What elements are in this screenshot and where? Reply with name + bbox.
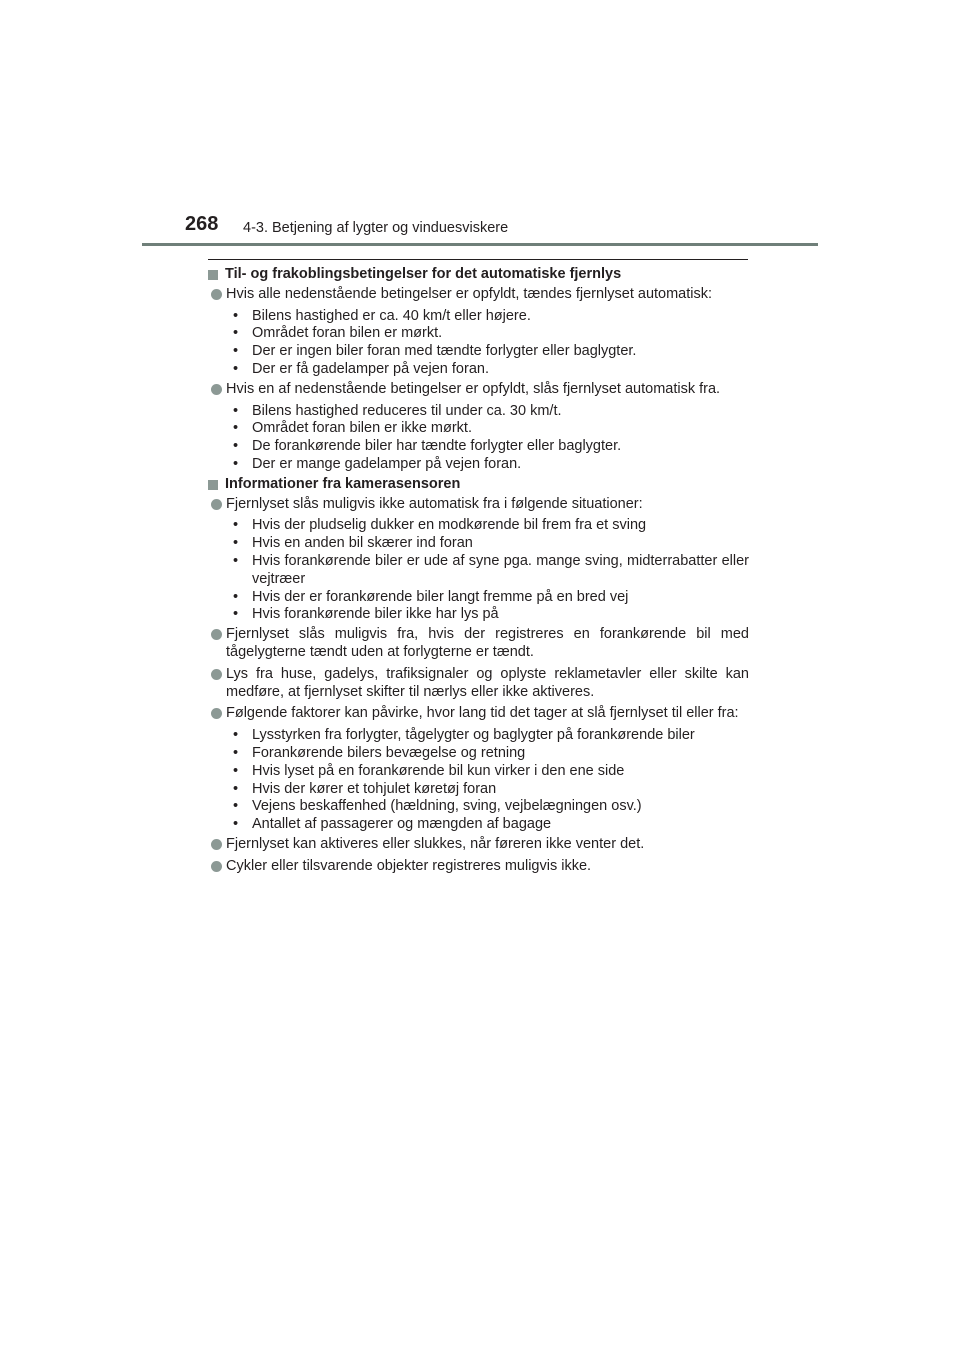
list-item-text: Lysstyrken fra forlygter, tågelygter og baglygter på forankørende biler xyxy=(252,727,695,744)
list-item xyxy=(208,798,749,816)
bullet-dot-icon: • xyxy=(233,307,239,324)
circle-bullet-icon xyxy=(211,384,222,395)
header-rule xyxy=(142,243,818,246)
list-item xyxy=(208,343,749,361)
list-item-text: Hvis der pludselig dukker en modkørende bil frem fra et sving xyxy=(252,517,647,534)
bullet-dot-icon: • xyxy=(233,325,239,342)
page-number: 268 xyxy=(185,213,219,235)
square-bullet-icon xyxy=(208,480,218,490)
circle-bullet-icon xyxy=(211,289,222,300)
bullet-dot-icon: • xyxy=(233,816,239,833)
list-item xyxy=(208,308,749,326)
list-item xyxy=(208,403,749,421)
paragraph xyxy=(208,381,749,399)
bullet-dot-icon: • xyxy=(233,343,239,360)
paragraph xyxy=(208,626,749,662)
section-heading-text: Informationer fra kamerasensoren xyxy=(225,475,461,492)
paragraph-text: Fjernlyset slås muligvis ikke automatisk fra i følgende situationer: xyxy=(226,495,643,512)
circle-bullet-icon xyxy=(211,499,222,510)
bullet-dot-icon: • xyxy=(233,798,239,815)
bullet-dot-icon: • xyxy=(233,588,239,605)
circle-bullet-icon xyxy=(211,669,222,680)
paragraph-text: Lys fra huse, gadelys, trafiksignaler og oplyste reklametavler eller skilte kan medføre, at fjernlyset skifter til nærlys eller ikke aktiveres. xyxy=(226,665,749,700)
list-item xyxy=(208,606,749,624)
content xyxy=(208,266,749,880)
bullet-dot-icon: • xyxy=(233,517,239,534)
section-heading xyxy=(208,266,749,284)
circle-bullet-icon xyxy=(211,839,222,850)
bullet-list xyxy=(208,403,749,474)
list-item-text: Området foran bilen er mørkt. xyxy=(252,325,443,342)
list-item-text: Vejens beskaffenhed (hældning, sving, vejbelægningen osv.) xyxy=(252,798,642,815)
list-item xyxy=(208,745,749,763)
paragraph-text: Fjernlyset kan aktiveres eller slukkes, når føreren ikke venter det. xyxy=(226,835,645,852)
paragraph-text: Følgende faktorer kan påvirke, hvor lang tid det tager at slå fjernlyset til eller fra: xyxy=(226,705,739,722)
bullet-dot-icon: • xyxy=(233,744,239,761)
bullet-dot-icon: • xyxy=(233,780,239,797)
list-item-text: Hvis forankørende biler er ude af syne pga. mange sving, midterrabatter eller vejtræer xyxy=(252,552,749,587)
bullet-list xyxy=(208,517,749,624)
square-bullet-icon xyxy=(208,270,218,280)
list-item xyxy=(208,553,749,589)
paragraph xyxy=(208,836,749,854)
list-item xyxy=(208,535,749,553)
paragraph xyxy=(208,858,749,876)
paragraph xyxy=(208,496,749,514)
list-item-text: Hvis forankørende biler ikke har lys på xyxy=(252,606,499,623)
bullet-dot-icon: • xyxy=(233,552,239,569)
list-item-text: Hvis der kører et tohjulet køretøj foran xyxy=(252,780,497,797)
list-item-text: Hvis der er forankørende biler langt fremme på en bred vej xyxy=(252,588,629,605)
list-item xyxy=(208,456,749,474)
list-item-text: Der er få gadelamper på vejen foran. xyxy=(252,360,489,377)
bullet-dot-icon: • xyxy=(233,762,239,779)
bullet-dot-icon: • xyxy=(233,727,239,744)
list-item xyxy=(208,816,749,834)
list-item xyxy=(208,727,749,745)
bullet-dot-icon: • xyxy=(233,535,239,552)
bullet-list xyxy=(208,727,749,834)
list-item-text: Bilens hastighed er ca. 40 km/t eller højere. xyxy=(252,307,531,324)
list-item-text: De forankørende biler har tændte forlygter eller baglygter. xyxy=(252,438,622,455)
bullet-list xyxy=(208,308,749,379)
paragraph xyxy=(208,666,749,702)
list-item-text: Området foran bilen er ikke mørkt. xyxy=(252,420,472,437)
bullet-dot-icon: • xyxy=(233,360,239,377)
bullet-dot-icon: • xyxy=(233,420,239,437)
list-item-text: Hvis lyset på en forankørende bil kun virker i den ene side xyxy=(252,762,625,779)
list-item xyxy=(208,781,749,799)
list-item-text: Bilens hastighed reduceres til under ca. 30 km/t. xyxy=(252,402,562,419)
paragraph-text: Fjernlyset slås muligvis fra, hvis der registreres en forankørende bil med tågelygterne tændt uden at forlygterne er tændt. xyxy=(226,626,749,660)
paragraph-text: Hvis en af nedenstående betingelser er opfyldt, slås fjernlyset automatisk fra. xyxy=(226,380,721,397)
list-item-text: Antallet af passagerer og mængden af bagage xyxy=(252,816,552,833)
list-item xyxy=(208,361,749,379)
paragraph xyxy=(208,286,749,304)
list-item-text: Der er mange gadelamper på vejen foran. xyxy=(252,455,522,472)
section-heading-text: Til- og frakoblingsbetingelser for det automatiske fjernlys xyxy=(225,266,622,282)
list-item-text: Der er ingen biler foran med tændte forlygter eller baglygter. xyxy=(252,343,637,360)
list-item-text: Hvis en anden bil skærer ind foran xyxy=(252,535,473,552)
section-title: 4-3. Betjening af lygter og vinduesviskere xyxy=(243,220,509,236)
list-item xyxy=(208,420,749,438)
content-rule xyxy=(208,259,748,260)
paragraph-text: Cykler eller tilsvarende objekter registreres muligvis ikke. xyxy=(226,857,592,874)
list-item xyxy=(208,438,749,456)
paragraph-text: Hvis alle nedenstående betingelser er opfyldt, tændes fjernlyset automatisk: xyxy=(226,285,713,302)
paragraph xyxy=(208,705,749,723)
bullet-dot-icon: • xyxy=(233,606,239,623)
section-heading xyxy=(208,476,749,494)
bullet-dot-icon: • xyxy=(233,455,239,472)
list-item xyxy=(208,589,749,607)
list-item xyxy=(208,763,749,781)
list-item xyxy=(208,517,749,535)
list-item xyxy=(208,325,749,343)
circle-bullet-icon xyxy=(211,861,222,872)
bullet-dot-icon: • xyxy=(233,438,239,455)
circle-bullet-icon xyxy=(211,629,222,640)
list-item-text: Forankørende bilers bevægelse og retning xyxy=(252,744,526,761)
bullet-dot-icon: • xyxy=(233,402,239,419)
circle-bullet-icon xyxy=(211,708,222,719)
